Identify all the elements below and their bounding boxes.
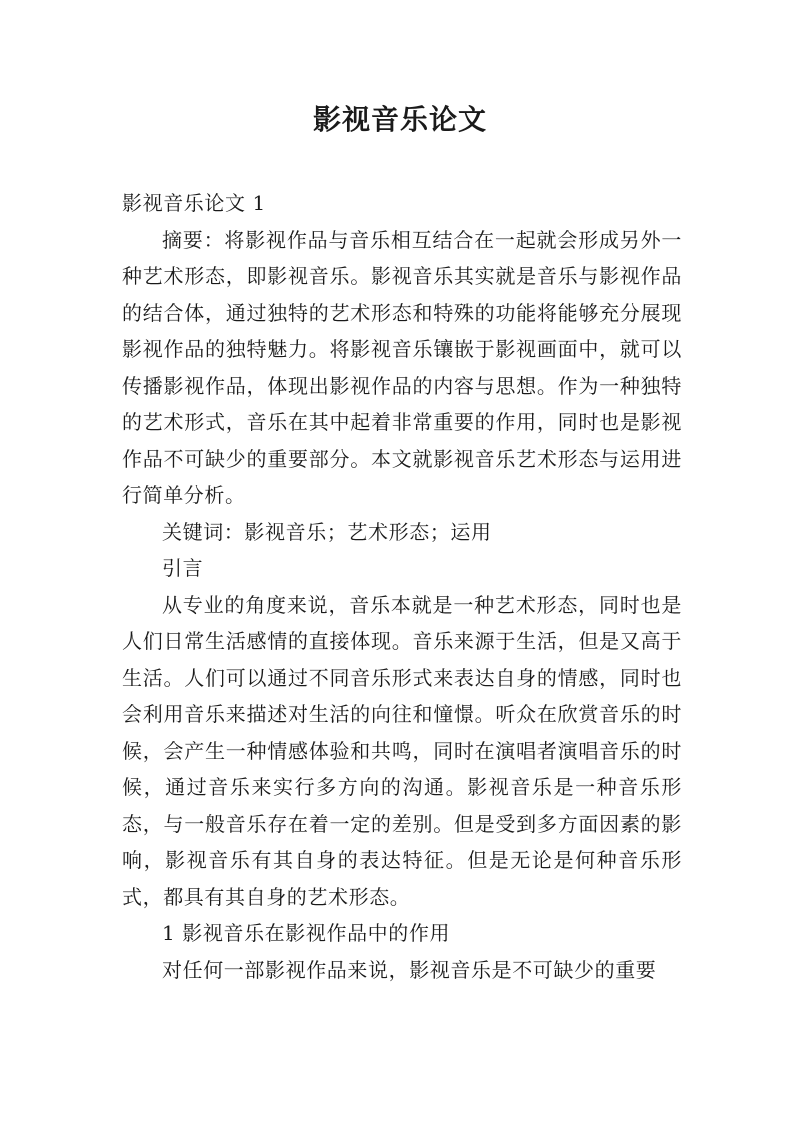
intro-heading: 引言 (162, 556, 204, 580)
document-title: 影视音乐论文 (312, 103, 487, 136)
section1-paragraph: 对任何一部影视作品来说，影视音乐是不可缺少的重要 (162, 957, 657, 982)
document-body (122, 185, 682, 988)
abstract-paragraph: 摘要：将影视作品与音乐相互结合在一起就会形成另外一种艺术形态，即影视音乐。影视音乐其实就是音乐与影视作品的结合体，通过独特的艺术形态和特殊的功能将能够充分展现影视作品的独特魅力。将影视音乐镶嵌于影视画面中，就可以传播影视作品，体现出影视作品的内容与思想。作为一种独特的艺术形式，音乐在其中起着非常重要的作用，同时也是影视作品不可缺少的重要部分。本文就影视音乐艺术形态与运用进行简单分析。 (122, 227, 682, 507)
intro-paragraph: 从专业的角度来说，音乐本就是一种艺术形态，同时也是人们日常生活感情的直接体现。音乐来源于生活，但是又高于生活。人们可以通过不同音乐形式来表达自身的情感，同时也会利用音乐来描述对生活的向往和憧憬。听众在欣赏音乐的时候，会产生一种情感体验和共鸣，同时在演唱者演唱音乐的时候，通过音乐来实行多方向的沟通。影视音乐是一种音乐形态，与一般音乐存在着一定的差别。但是受到多方面因素的影响，影视音乐有其自身的表达特征。但是无论是何种音乐形式，都具有其自身的艺术形态。 (122, 592, 682, 909)
section-heading: 影视音乐论文 1 (122, 191, 266, 215)
section1-heading: 1 影视音乐在影视作品中的作用 (162, 921, 451, 945)
keywords-line: 关键词：影视音乐；艺术形态；运用 (162, 519, 492, 544)
